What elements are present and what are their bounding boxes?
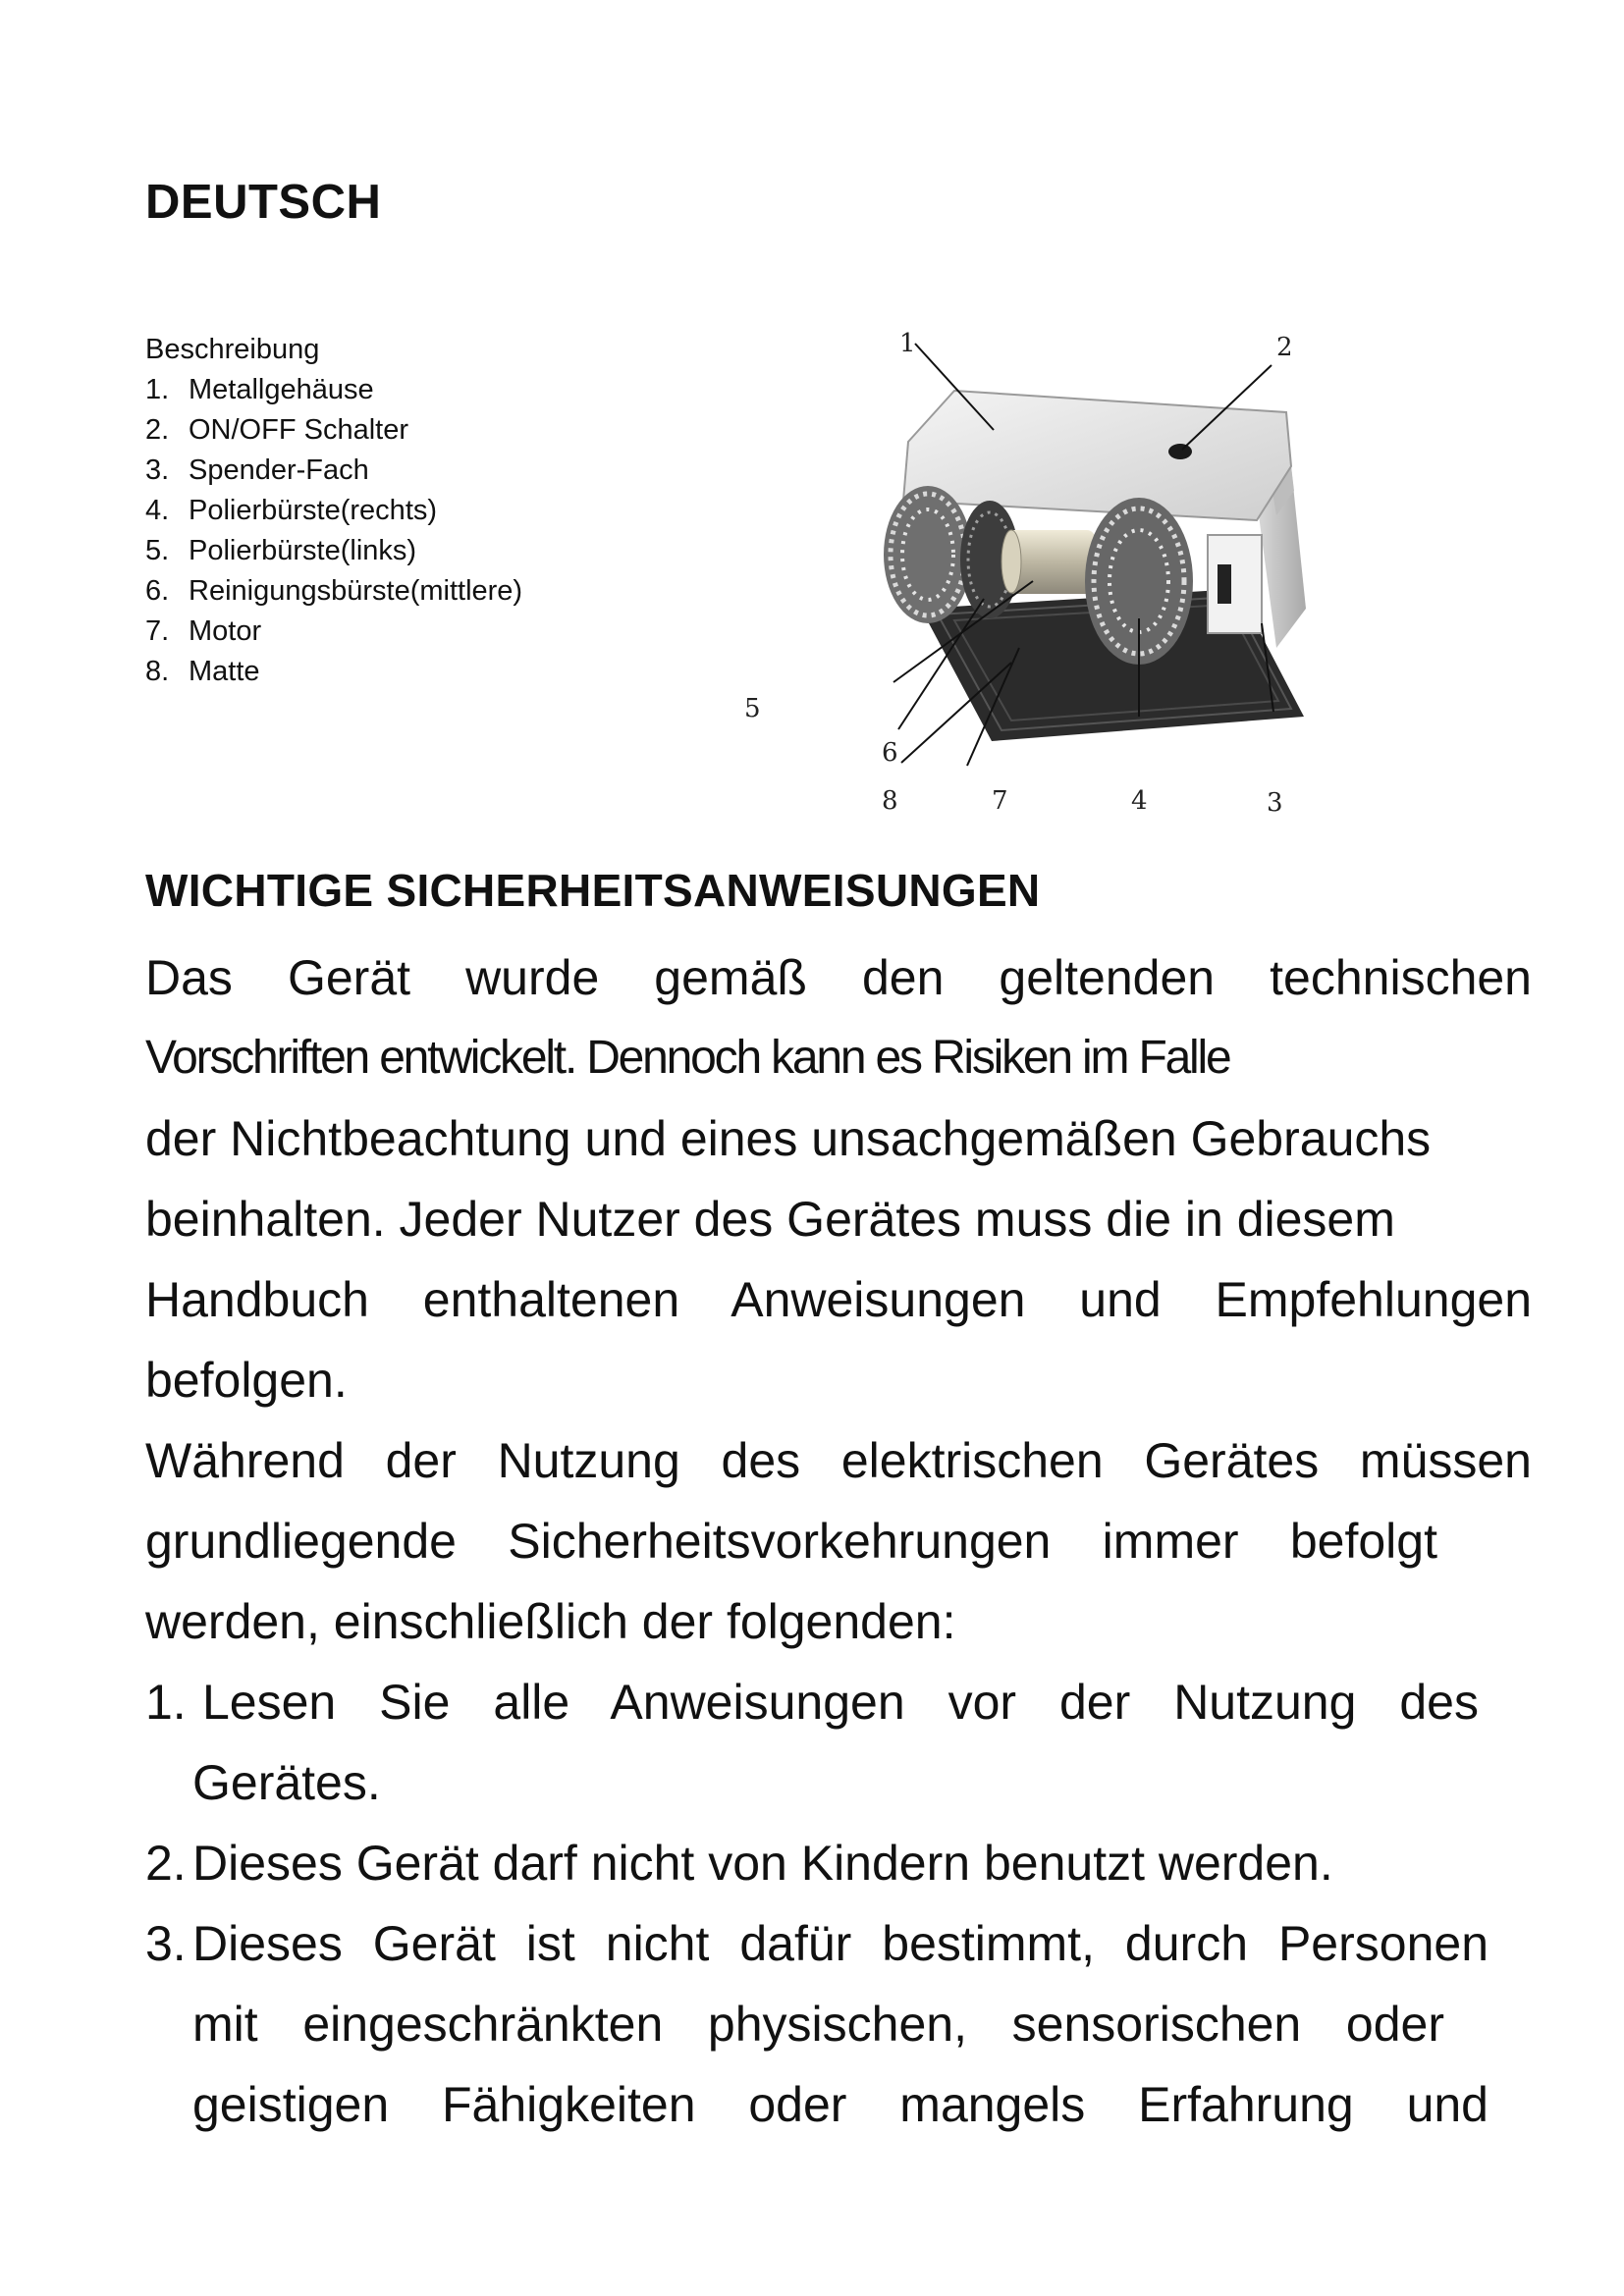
parts-list-item (145, 652, 522, 692)
callout-5: 5 (744, 694, 761, 723)
description-block (145, 330, 522, 692)
item-label: Motor (189, 615, 262, 647)
text-line: Gerätes. (192, 1755, 381, 1810)
callout-2: 2 (1276, 333, 1293, 362)
text-line: werden, einschließlich der folgenden: (145, 1594, 956, 1649)
text-line: Handbuch enthaltenen Anweisungen und Empfehlungen (145, 1272, 1532, 1327)
safety-body (145, 937, 1532, 2145)
text-line: Dieses Gerät ist nicht dafür bestimmt, durch Personen (192, 1916, 1489, 1971)
item-label: Polierbürste(links) (189, 535, 417, 566)
safety-list (145, 1662, 1532, 2145)
item-number: 3. (145, 454, 170, 486)
item-label: Spender-Fach (189, 454, 369, 486)
safety-item (145, 1903, 1532, 2145)
text-line: der Nichtbeachtung und eines unsachgemäßen Gebrauchs (145, 1111, 1432, 1166)
callout-6: 6 (882, 738, 898, 768)
text-line: grundliegende Sicherheitsvorkehrungen immer befolgt (145, 1514, 1437, 1569)
callout-8: 8 (882, 786, 898, 816)
item-label: ON/OFF Schalter (189, 414, 408, 446)
parts-list-item (145, 370, 522, 410)
on-off-switch (1168, 444, 1192, 459)
parts-list-item (145, 571, 522, 612)
item-text (192, 1662, 1532, 1823)
item-number: 5. (145, 535, 170, 566)
callout-7: 7 (992, 786, 1008, 816)
item-number: 8. (145, 656, 170, 687)
left-polishing-brush (884, 486, 972, 623)
text-line: beinhalten. Jeder Nutzer des Gerätes muss die in diesem (145, 1192, 1395, 1247)
description-heading: Beschreibung (145, 334, 320, 365)
item-number: 3. (145, 1916, 187, 1971)
item-number: 1. (145, 1675, 187, 1730)
metal-housing (903, 391, 1291, 520)
text-line: Das Gerät wurde gemäß den geltenden technischen (145, 950, 1532, 1005)
safety-paragraph-1 (145, 937, 1532, 1420)
parts-list-item (145, 410, 522, 451)
item-number: 1. (145, 374, 170, 405)
safety-item (145, 1662, 1532, 1823)
parts-list-item (145, 531, 522, 571)
text-line: geistigen Fähigkeiten oder mangels Erfahrung und (192, 2077, 1489, 2132)
dispenser-compartment (1208, 535, 1262, 633)
item-number: 6. (145, 575, 170, 607)
safety-heading: WICHTIGE SICHERHEITSANWEISUNGEN (145, 865, 1041, 916)
shoe-polisher-figure (727, 324, 1335, 834)
item-number: 4. (145, 495, 170, 526)
parts-list-item (145, 451, 522, 491)
item-text (192, 1823, 1532, 1903)
item-number: 7. (145, 615, 170, 647)
text-line: Während der Nutzung des elektrischen Gerätes müssen (145, 1433, 1532, 1488)
text-line: mit eingeschränkten physischen, sensorischen oder (192, 1997, 1444, 2052)
callout-3: 3 (1267, 788, 1283, 818)
item-label: Matte (189, 656, 260, 687)
item-label: Polierbürste(rechts) (189, 495, 438, 526)
safety-paragraph-2 (145, 1420, 1532, 1662)
text-line: Lesen Sie alle Anweisungen vor der Nutzung des (202, 1675, 1479, 1730)
parts-list-item (145, 491, 522, 531)
shoe-polisher-diagram (727, 324, 1335, 834)
item-label: Reinigungsbürste(mittlere) (189, 575, 523, 607)
item-number: 2. (145, 1836, 187, 1891)
text-line: befolgen. (145, 1353, 348, 1408)
text-line: Vorschriften entwickelt. Dennoch kann es Risiken im Falle (145, 1032, 1230, 1084)
safety-item (145, 1823, 1532, 1903)
callout-1: 1 (899, 329, 916, 358)
item-label: Metallgehäuse (189, 374, 374, 405)
item-number: 2. (145, 414, 170, 446)
parts-list-item (145, 612, 522, 652)
page-title: DEUTSCH (145, 176, 382, 229)
parts-list (145, 370, 522, 692)
text-line: Dieses Gerät darf nicht von Kindern benutzt werden. (192, 1836, 1333, 1891)
callout-4: 4 (1131, 786, 1148, 816)
item-text (192, 1903, 1532, 2145)
